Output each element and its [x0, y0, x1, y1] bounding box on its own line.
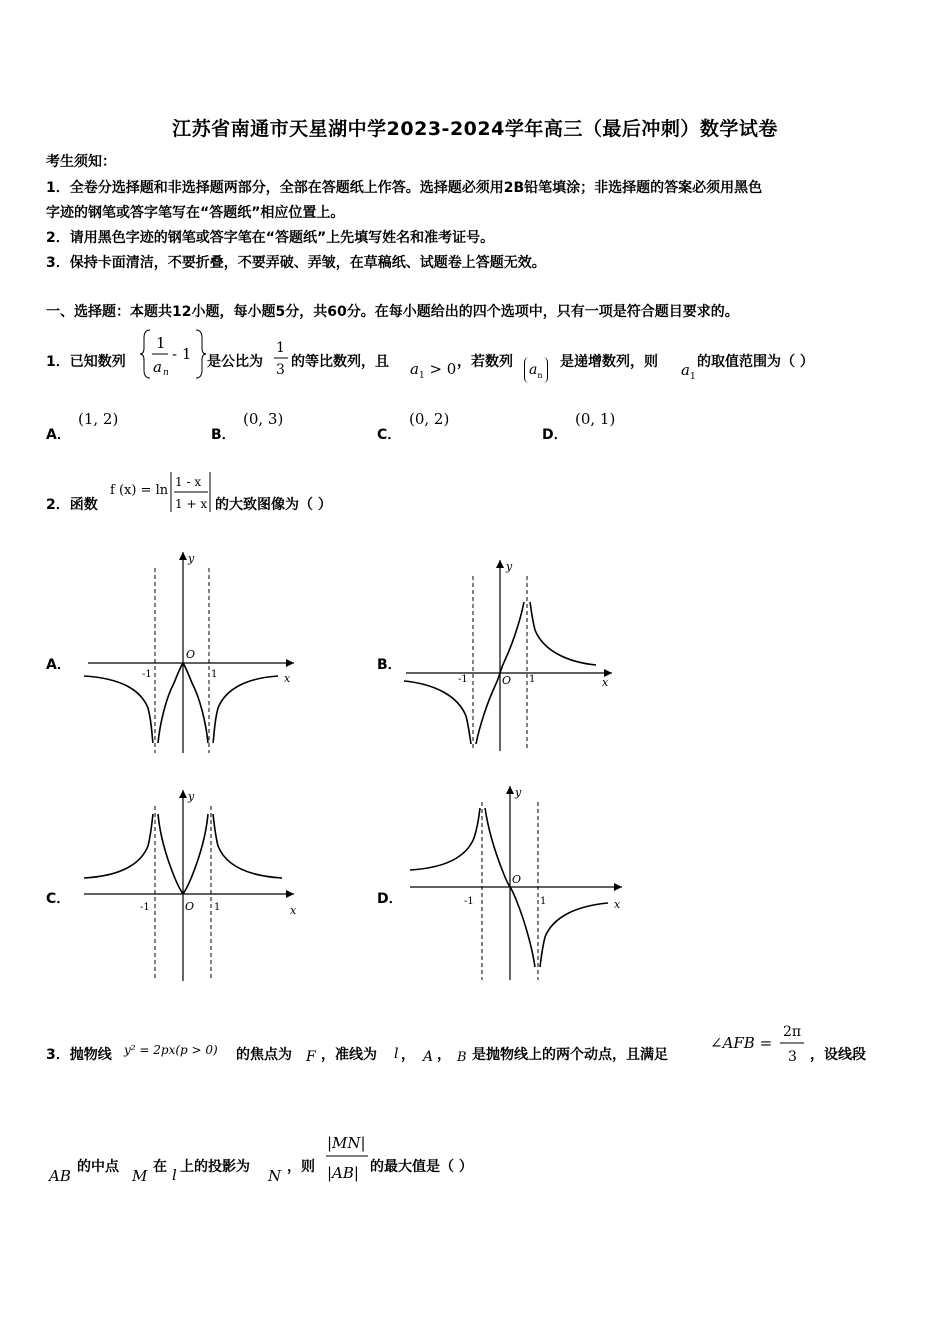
q2-a-y-label: y	[188, 552, 195, 565]
q3-ratio-fraction	[324, 1128, 370, 1188]
q2-function-expression	[108, 468, 214, 516]
q2-option-b-label[interactable]: B．	[377, 657, 402, 673]
q2-a-origin: O	[186, 648, 196, 661]
q2-func-lhs: f (x) = ln	[110, 483, 169, 498]
q1-sequence-expression	[140, 326, 206, 382]
q2-a-neg1: -1	[142, 669, 152, 680]
q3-comma-2: ，	[437, 1047, 451, 1063]
q2-graph-b[interactable]	[400, 556, 622, 756]
q2-c-y-label: y	[188, 790, 195, 803]
q3-text-7: 上的投影为	[180, 1159, 250, 1175]
q2-d-y-label: y	[515, 786, 522, 799]
notice-item-1: 1．全卷分选择题和非选择题两部分，全部在答题纸上作答。选择题必须用2B铅笔填涂；非选择题的答案必须用黑色	[46, 180, 763, 196]
q3-text-1: 的焦点为	[236, 1047, 292, 1063]
q3-angle-den: 3	[788, 1049, 797, 1065]
q2-c-x-label: x	[290, 904, 297, 917]
q1-condition: $a_1 > 0$	[410, 360, 457, 381]
q1-frac-num: 1	[156, 334, 166, 352]
q2-b-pos1: 1	[529, 674, 536, 685]
q2-c-neg1: -1	[140, 902, 150, 913]
section-heading: 一、选择题：本题共12小题，每小题5分，共60分。在每小题给出的四个选项中，只有一项是符合题目要求的。	[46, 304, 739, 320]
q1-option-b-label[interactable]: B．	[211, 427, 236, 443]
q1-option-a-value[interactable]: (1, 2)	[78, 410, 119, 428]
q2-option-d-label[interactable]: D．	[377, 891, 403, 907]
q2-c-origin: O	[185, 900, 195, 913]
q1-option-c-label[interactable]: C．	[377, 427, 402, 443]
q3-line-l: l	[394, 1046, 399, 1062]
q1-option-a-label[interactable]: A．	[46, 427, 71, 443]
q1-frac-den: a	[153, 358, 162, 376]
q3-text-4: ，设线段	[810, 1047, 866, 1063]
q2-b-neg1: -1	[458, 674, 468, 685]
q1-option-c-value[interactable]: (0, 2)	[409, 410, 450, 428]
q2-graph-a[interactable]	[78, 548, 300, 758]
q2-graph-d[interactable]	[400, 782, 630, 982]
q3-text-6: 在	[153, 1159, 167, 1175]
q3-text-2: ，准线为	[321, 1047, 377, 1063]
q1-option-b-value[interactable]: (0, 3)	[243, 410, 284, 428]
q3-point-b: B	[457, 1050, 467, 1065]
q2-tail: 的大致图像为（ ）	[215, 497, 332, 513]
q3-text-8: ，则	[287, 1159, 315, 1175]
q1-text-3: ，若数列	[457, 354, 513, 370]
page-title: 江苏省南通市天星湖中学2023-2024学年高三（最后冲刺）数学试卷	[172, 118, 778, 140]
q3-line-l-2: l	[172, 1166, 177, 1184]
q2-graph-c[interactable]	[78, 786, 300, 986]
q2-frac-den: 1 + x	[175, 497, 208, 511]
q1-option-d-label[interactable]: D．	[542, 427, 568, 443]
q2-b-x-label: x	[602, 676, 609, 689]
q1-number: 1．已知数列	[46, 354, 126, 370]
q2-d-neg1: -1	[464, 896, 474, 907]
q3-comma-1: ，	[401, 1047, 415, 1063]
q1-ratio-fraction	[273, 336, 289, 380]
q2-b-y-label: y	[506, 560, 513, 573]
q1-text-1: 是公比为	[207, 354, 263, 370]
q1-option-d-value[interactable]: (0, 1)	[575, 410, 616, 428]
q3-ratio-den: |AB|	[327, 1164, 359, 1182]
q3-text-3: 是抛物线上的两个动点，且满足	[472, 1047, 668, 1063]
q2-a-x-label: x	[284, 672, 291, 685]
q1-variable: $a_1$	[681, 361, 696, 382]
q3-midpoint-m: M	[132, 1167, 148, 1185]
notice-item-1-cont: 字迹的钢笔或答字笔写在“答题纸”相应位置上。	[46, 205, 345, 221]
q3-projection-n: N	[268, 1167, 282, 1185]
q2-number: 2．函数	[46, 497, 98, 513]
q1-ratio-num: 1	[276, 340, 285, 356]
notice-heading: 考生须知：	[46, 154, 116, 170]
q3-number: 3．抛物线	[46, 1047, 112, 1063]
q3-text-5: 的中点	[77, 1159, 119, 1175]
q2-option-a-label[interactable]: A．	[46, 657, 71, 673]
notice-item-3: 3．保持卡面清洁，不要折叠，不要弄破、弄皱，在草稿纸、试题卷上答题无效。	[46, 255, 546, 271]
q2-d-origin: O	[512, 873, 522, 886]
q1-text-4: 是递增数列，则	[560, 354, 658, 370]
q1-frac-den-sub: n	[163, 368, 169, 378]
q3-equation: y² = 2px(p > 0)	[124, 1043, 218, 1057]
notice-item-2: 2．请用黑色字迹的钢笔或答字笔在“答题纸”上先填写姓名和准考证号。	[46, 230, 495, 246]
q3-ratio-num: |MN|	[327, 1134, 366, 1152]
q2-a-pos1: 1	[211, 669, 218, 680]
q1-seq-braces: $a_n$	[524, 357, 548, 383]
q3-angle: ∠AFB =	[710, 1034, 773, 1052]
q1-text-5: 的取值范围为（ ）	[697, 354, 814, 370]
q2-option-c-label[interactable]: C．	[46, 891, 71, 907]
q3-focus-f: F	[306, 1049, 316, 1065]
q2-c-pos1: 1	[214, 902, 221, 913]
q3-angle-num: 2π	[783, 1024, 802, 1040]
q1-ratio-den: 3	[276, 362, 285, 378]
q1-text-2: 的等比数列，且	[291, 354, 389, 370]
q3-point-a: A	[423, 1049, 434, 1065]
q2-d-pos1: 1	[540, 896, 547, 907]
q2-frac-num: 1 - x	[175, 475, 202, 489]
q2-d-x-label: x	[614, 898, 621, 911]
q2-b-origin: O	[502, 674, 512, 687]
q3-segment-ab: AB	[49, 1167, 71, 1185]
q3-angle-condition	[708, 1018, 808, 1070]
q3-text-9: 的最大值是（ ）	[370, 1159, 473, 1175]
q1-minus-one: - 1	[172, 345, 192, 363]
